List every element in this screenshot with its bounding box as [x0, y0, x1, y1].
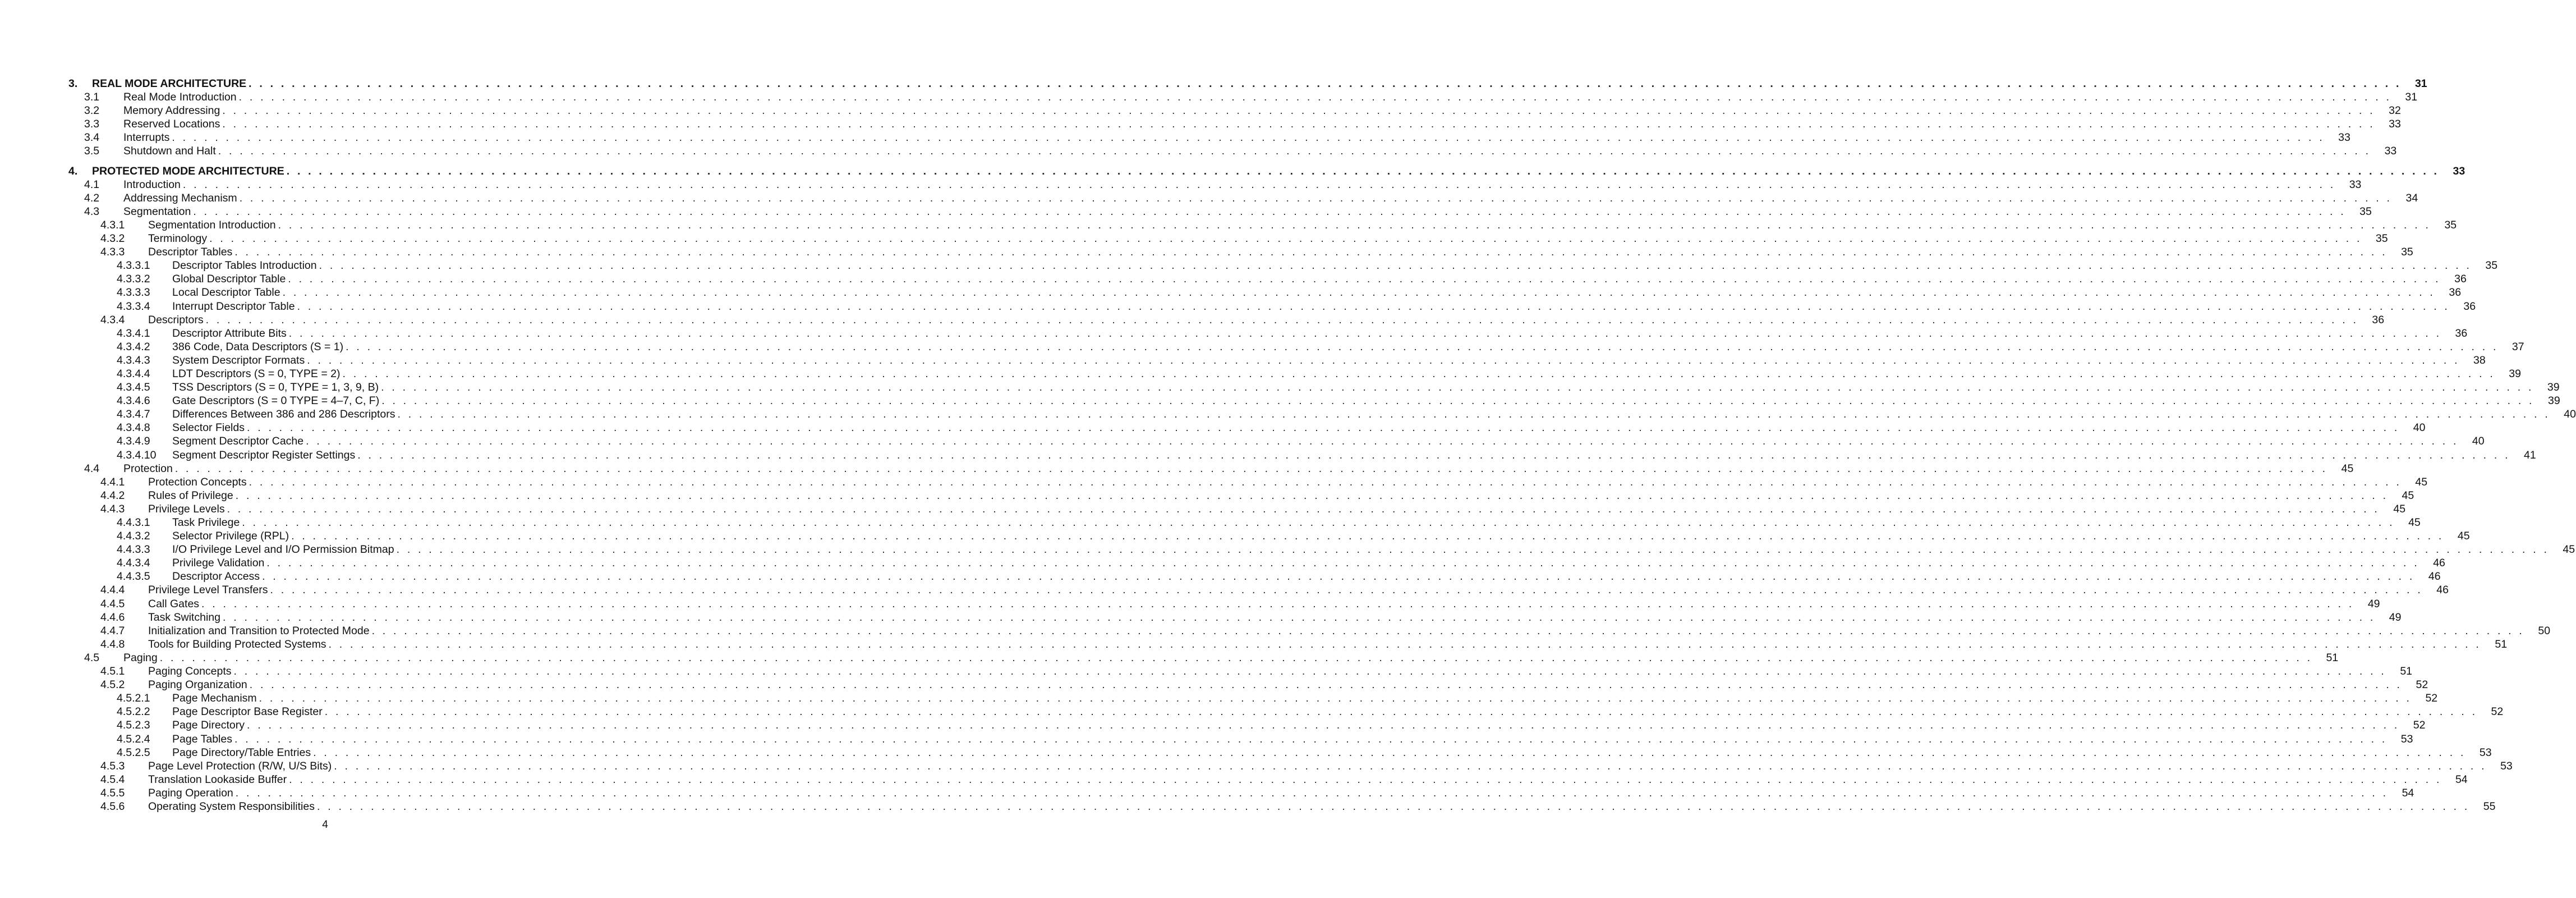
toc-entry-title: Call Gates [148, 597, 200, 610]
toc-entry-page: 41 [2524, 448, 2536, 461]
toc-entry-number: 4.4.7 [100, 624, 125, 637]
toc-entry-number: 4.3.3.3 [117, 286, 150, 299]
dot-leader: . . . . . . . . . . . . . . . . . . . . . . . . . . . . . . . . . . . . . . . . . . . . . . . . . . . . . . . . . . . . . . . . . . . . . . . . . . . . . . . . . . . . . . . . . . . . . . . . . . . . . . . . . . . . . . . . . . . . . . . . . . . . . . . . . . . . . . . . . . . . . . . . . . . . . . . . . . . . . . . . . . . . . . . . . . . . . . . . . . . . . . . . . . . . . . . . . . . . . . . . [270, 584, 2423, 597]
toc-entry-title: Selector Privilege (RPL) [172, 530, 289, 543]
toc-entry-page: 52 [2425, 692, 2438, 705]
toc-entry-number: 4.4.3.5 [117, 570, 150, 583]
toc-entry [67, 232, 2388, 245]
toc-chapter-group [67, 77, 2427, 158]
toc-entry [67, 286, 2462, 299]
toc-entry-number: 4.5.4 [100, 773, 125, 786]
dot-leader: . . . . . . . . . . . . . . . . . . . . . . . . . . . . . . . . . . . . . . . . . . . . . . . . . . . . . . . . . . . . . . . . . . . . . . . . . . . . . . . . . . . . . . . . . . . . . . . . . . . . . . . . . . . . . . . . . . . . . . . . . . . . . . . . . . . . . . . . . . . . . . . . . . . . . . . . . . . . . . . . . . . . . . . . . . . . . . . . . . . . . . . . . . . . . . . . . . . . . . . . [282, 286, 2436, 299]
toc-entry-page: 33 [2338, 131, 2350, 144]
toc-entry-page: 40 [2413, 421, 2426, 434]
toc-entry-page: 53 [2500, 759, 2513, 772]
page-number-footer: 4 [322, 819, 328, 831]
toc-entry-number: 4.3.4.8 [117, 421, 150, 434]
toc-entry [67, 773, 2468, 786]
toc-entry-page: 45 [2457, 530, 2470, 543]
toc-entry-number: 4.4.3.3 [117, 543, 150, 556]
toc-entry-page: 54 [2455, 773, 2468, 786]
dot-leader: . . . . . . . . . . . . . . . . . . . . . . . . . . . . . . . . . . . . . . . . . . . . . . . . . . . . . . . . . . . . . . . . . . . . . . . . . . . . . . . . . . . . . . . . . . . . . . . . . . . . . . . . . . . . . . . . . . . . . . . . . . . . . . . . . . . . . . . . . . . . . . . . . . . . . . . . . . . . . . . . . . . . . . . . . . . . . . . . . . . . . . . . . . . . . . . . . . . . . . . . [266, 557, 2419, 570]
toc-entry-page: 33 [2384, 145, 2397, 158]
toc-entry-page: 45 [2393, 502, 2406, 515]
toc-entry-title: Introduction [123, 178, 181, 191]
toc-entry [67, 489, 2414, 502]
toc-entry-page: 34 [2405, 191, 2418, 204]
toc-entry [67, 597, 2380, 611]
dot-leader: . . . . . . . . . . . . . . . . . . . . . . . . . . . . . . . . . . . . . . . . . . . . . . . . . . . . . . . . . . . . . . . . . . . . . . . . . . . . . . . . . . . . . . . . . . . . . . . . . . . . . . . . . . . . . . . . . . . . . . . . . . . . . . . . . . . . . . . . . . . . . . . . . . . . . . . . . . . . . . . . . . . . . . . . . . . . . . . . . . . . . . . . . . . . . . . . . . . . . . . . [234, 246, 2388, 259]
toc-entry-page: 35 [2359, 205, 2372, 218]
toc-entry-page: 51 [2326, 651, 2339, 664]
toc-entry-number: 4.3.3 [100, 246, 125, 259]
toc-entry-page: 33 [2349, 178, 2362, 191]
dot-leader: . . . . . . . . . . . . . . . . . . . . . . . . . . . . . . . . . . . . . . . . . . . . . . . . . . . . . . . . . . . . . . . . . . . . . . . . . . . . . . . . . . . . . . . . . . . . . . . . . . . . . . . . . . . . . . . . . . . . . . . . . . . . . . . . . . . . . . . . . . . . . . . . . . . . . . . . . . . . . . . . . . . . . . . . . . . . . . . . . . . . . . . . . . . . . . . . . . . . . . . . [381, 395, 2534, 407]
dot-leader: . . . . . . . . . . . . . . . . . . . . . . . . . . . . . . . . . . . . . . . . . . . . . . . . . . . . . . . . . . . . . . . . . . . . . . . . . . . . . . . . . . . . . . . . . . . . . . . . . . . . . . . . . . . . . . . . . . . . . . . . . . . . . . . . . . . . . . . . . . . . . . . . . . . . . . . . . . . . . . . . . . . . . . . . . . . . . . . . . . . . . . . . . . . . . . . . . . . . . . . . [246, 719, 2400, 732]
toc-entry-title: I/O Privilege Level and I/O Permission Bitmap [172, 543, 394, 556]
toc-entry-page: 39 [2509, 367, 2521, 380]
toc-entry-page: 50 [2538, 624, 2551, 637]
toc-entry-page: 36 [2463, 300, 2476, 313]
toc-entry-title: Descriptor Access [172, 570, 260, 583]
toc-entry-number: 4.3.4.4 [117, 367, 150, 380]
toc-entry-title: Privilege Level Transfers [148, 584, 268, 597]
toc-entry-title: Terminology [148, 232, 208, 245]
dot-leader: . . . . . . . . . . . . . . . . . . . . . . . . . . . . . . . . . . . . . . . . . . . . . . . . . . . . . . . . . . . . . . . . . . . . . . . . . . . . . . . . . . . . . . . . . . . . . . . . . . . . . . . . . . . . . . . . . . . . . . . . . . . . . . . . . . . . . . . . . . . . . . . . . . . . . . . . . . . . . . . . . . . . . . . . . . . . . . . . . . . . . . . . . . . . . . . . . . . . . . . . [396, 543, 2550, 556]
toc-entry [67, 516, 2421, 529]
toc-entry-page: 35 [2485, 259, 2498, 272]
toc-entry [67, 90, 2418, 104]
toc-entry [67, 245, 2413, 259]
toc-entry-number: 4.3.4.9 [117, 435, 150, 448]
toc-entry-number: 4.4.2 [100, 489, 125, 502]
toc-entry-number: 4.5.2.3 [117, 719, 150, 732]
toc-entry [67, 131, 2350, 144]
toc-entry [67, 746, 2492, 759]
toc-entry-number: 4.3.4.2 [117, 340, 150, 353]
toc-entry-title: Differences Between 386 and 286 Descriptors [172, 408, 395, 421]
toc-entry-title: Paging Concepts [148, 665, 232, 678]
toc-entry-page: 31 [2405, 91, 2418, 104]
dot-leader: . . . . . . . . . . . . . . . . . . . . . . . . . . . . . . . . . . . . . . . . . . . . . . . . . . . . . . . . . . . . . . . . . . . . . . . . . . . . . . . . . . . . . . . . . . . . . . . . . . . . . . . . . . . . . . . . . . . . . . . . . . . . . . . . . . . . . . . . . . . . . . . . . . . . . . . . . . . . . . . . . . . . . . . . . . . . . . . . . . . . . . . . . . . . . . . . . . . . . . . . [201, 597, 2354, 610]
dot-leader: . . . . . . . . . . . . . . . . . . . . . . . . . . . . . . . . . . . . . . . . . . . . . . . . . . . . . . . . . . . . . . . . . . . . . . . . . . . . . . . . . . . . . . . . . . . . . . . . . . . . . . . . . . . . . . . . . . . . . . . . . . . . . . . . . . . . . . . . . . . . . . . . . . . . . . . . . . . . . . . . . . . . . . . . . . . . . . . . . . . . . . . . . . . . . . . . . . . . . . . . [306, 435, 2459, 448]
toc-entry [67, 218, 2457, 232]
toc-entry [67, 104, 2401, 117]
toc-entry [67, 462, 2354, 475]
toc-entry [67, 421, 2426, 434]
toc-entry [67, 300, 2476, 313]
toc-entry [67, 327, 2468, 340]
toc-entry-title: TSS Descriptors (S = 0, TYPE = 1, 3, 9, B) [172, 381, 379, 394]
toc-entry-number: 3.5 [84, 145, 100, 158]
toc-entry-title: REAL MODE ARCHITECTURE [92, 77, 247, 90]
toc-entry [67, 394, 2560, 407]
toc-entry-title: Page Directory/Table Entries [172, 746, 311, 759]
toc-entry-number: 4.3.4.5 [117, 381, 150, 394]
toc-entry-title: Page Tables [172, 732, 232, 745]
toc-entry-title: Paging Operation [148, 786, 233, 799]
toc-entry-title: Page Directory [172, 719, 245, 732]
toc-entry-page: 53 [2479, 746, 2492, 759]
dot-leader: . . . . . . . . . . . . . . . . . . . . . . . . . . . . . . . . . . . . . . . . . . . . . . . . . . . . . . . . . . . . . . . . . . . . . . . . . . . . . . . . . . . . . . . . . . . . . . . . . . . . . . . . . . . . . . . . . . . . . . . . . . . . . . . . . . . . . . . . . . . . . . . . . . . . . . . . . . . . . . . . . . . . . . . . . . . . . . . . . . . . . . . . . . . . . . . . . . . . . . . . [172, 131, 2325, 144]
toc-entry-page: 49 [2389, 611, 2402, 624]
toc-entry-page: 40 [2472, 435, 2485, 448]
toc-entry-title: Paging Organization [148, 679, 247, 691]
dot-leader: . . . . . . . . . . . . . . . . . . . . . . . . . . . . . . . . . . . . . . . . . . . . . . . . . . . . . . . . . . . . . . . . . . . . . . . . . . . . . . . . . . . . . . . . . . . . . . . . . . . . . . . . . . . . . . . . . . . . . . . . . . . . . . . . . . . . . . . . . . . . . . . . . . . . . . . . . . . . . . . . . . . . . . . . . . . . . . . . . . . . . . . . . . . . . . . . . . . . . . . . [193, 205, 2346, 218]
toc-entry-page: 35 [2375, 232, 2388, 245]
dot-leader: . . . . . . . . . . . . . . . . . . . . . . . . . . . . . . . . . . . . . . . . . . . . . . . . . . . . . . . . . . . . . . . . . . . . . . . . . . . . . . . . . . . . . . . . . . . . . . . . . . . . . . . . . . . . . . . . . . . . . . . . . . . . . . . . . . . . . . . . . . . . . . . . . . . . . . . . . . . . . . . . . . . . . . . . . . . . . . . . . . . . . . . . . . . . . . . . . . . . . . . . [397, 408, 2550, 421]
toc-entry-page: 35 [2401, 246, 2413, 259]
toc-entry-page: 49 [2367, 597, 2380, 610]
dot-leader: . . . . . . . . . . . . . . . . . . . . . . . . . . . . . . . . . . . . . . . . . . . . . . . . . . . . . . . . . . . . . . . . . . . . . . . . . . . . . . . . . . . . . . . . . . . . . . . . . . . . . . . . . . . . . . . . . . . . . . . . . . . . . . . . . . . . . . . . . . . . . . . . . . . . . . . . . . . . . . . . . . . . . . . . . . . . . . . . . . . . . . . . . . . . . . . . . . . . . . . . [218, 145, 2371, 158]
toc-entry-number: 4.2 [84, 191, 100, 204]
toc-entry-page: 45 [2402, 489, 2414, 502]
toc-entry [67, 570, 2441, 583]
dot-leader: . . . . . . . . . . . . . . . . . . . . . . . . . . . . . . . . . . . . . . . . . . . . . . . . . . . . . . . . . . . . . . . . . . . . . . . . . . . . . . . . . . . . . . . . . . . . . . . . . . . . . . . . . . . . . . . . . . . . . . . . . . . . . . . . . . . . . . . . . . . . . . . . . . . . . . . . . . . . . . . . . . . . . . . . . . . . . . . . . . . . . . . . . . . . . . . . . . . . . . . . [249, 679, 2403, 691]
dot-leader: . . . . . . . . . . . . . . . . . . . . . . . . . . . . . . . . . . . . . . . . . . . . . . . . . . . . . . . . . . . . . . . . . . . . . . . . . . . . . . . . . . . . . . . . . . . . . . . . . . . . . . . . . . . . . . . . . . . . . . . . . . . . . . . . . . . . . . . . . . . . . . . . . . . . . . . . . . . . . . . . . . . . . . . . . . . . . . . . . . . . . . . . . . . . . . . . . . . . . . . . [249, 475, 2402, 488]
dot-leader: . . . . . . . . . . . . . . . . . . . . . . . . . . . . . . . . . . . . . . . . . . . . . . . . . . . . . . . . . . . . . . . . . . . . . . . . . . . . . . . . . . . . . . . . . . . . . . . . . . . . . . . . . . . . . . . . . . . . . . . . . . . . . . . . . . . . . . . . . . . . . . . . . . . . . . . . . . . . . . . . . . . . . . . . . . . . . . . . . . . . . . . . . . . . . . . . . . . . . . . . [222, 118, 2375, 131]
toc-entry [67, 448, 2536, 462]
dot-leader: . . . . . . . . . . . . . . . . . . . . . . . . . . . . . . . . . . . . . . . . . . . . . . . . . . . . . . . . . . . . . . . . . . . . . . . . . . . . . . . . . . . . . . . . . . . . . . . . . . . . . . . . . . . . . . . . . . . . . . . . . . . . . . . . . . . . . . . . . . . . . . . . . . . . . . . . . . . . . . . . . . . . . . . . . . . . . . . . . . . . . . . . . . . . . . . . . . . . . . . . [249, 77, 2402, 90]
dot-leader: . . . . . . . . . . . . . . . . . . . . . . . . . . . . . . . . . . . . . . . . . . . . . . . . . . . . . . . . . . . . . . . . . . . . . . . . . . . . . . . . . . . . . . . . . . . . . . . . . . . . . . . . . . . . . . . . . . . . . . . . . . . . . . . . . . . . . . . . . . . . . . . . . . . . . . . . . . . . . . . . . . . . . . . . . . . . . . . . . . . . . . . . . . . . . . . . . . . . . . . . [371, 624, 2525, 637]
toc-entry-page: 31 [2414, 77, 2427, 90]
toc-entry-title: Protection [123, 462, 173, 475]
toc-entry-page: 36 [2455, 327, 2468, 340]
toc-entry [67, 611, 2402, 624]
toc-chapter-group [67, 164, 2576, 814]
toc-entry-title: Memory Addressing [123, 104, 220, 117]
toc-entry-page: 45 [2341, 462, 2354, 475]
toc-entry [67, 340, 2524, 354]
dot-leader: . . . . . . . . . . . . . . . . . . . . . . . . . . . . . . . . . . . . . . . . . . . . . . . . . . . . . . . . . . . . . . . . . . . . . . . . . . . . . . . . . . . . . . . . . . . . . . . . . . . . . . . . . . . . . . . . . . . . . . . . . . . . . . . . . . . . . . . . . . . . . . . . . . . . . . . . . . . . . . . . . . . . . . . . . . . . . . . . . . . . . . . . . . . . . . . . . . . . . . . . [174, 462, 2328, 475]
toc-entry-title: Descriptor Attribute Bits [172, 327, 287, 340]
toc-entry-page: 36 [2372, 313, 2385, 326]
toc-entry-number: 4.5.1 [100, 665, 125, 678]
toc-entry-page: 46 [2433, 557, 2445, 570]
dot-leader: . . . . . . . . . . . . . . . . . . . . . . . . . . . . . . . . . . . . . . . . . . . . . . . . . . . . . . . . . . . . . . . . . . . . . . . . . . . . . . . . . . . . . . . . . . . . . . . . . . . . . . . . . . . . . . . . . . . . . . . . . . . . . . . . . . . . . . . . . . . . . . . . . . . . . . . . . . . . . . . . . . . . . . . . . . . . . . . . . . . . . . . . . . . . . . . . . . . . . . . . [286, 164, 2440, 177]
dot-leader: . . . . . . . . . . . . . . . . . . . . . . . . . . . . . . . . . . . . . . . . . . . . . . . . . . . . . . . . . . . . . . . . . . . . . . . . . . . . . . . . . . . . . . . . . . . . . . . . . . . . . . . . . . . . . . . . . . . . . . . . . . . . . . . . . . . . . . . . . . . . . . . . . . . . . . . . . . . . . . . . . . . . . . . . . . . . . . . . . . . . . . . . . . . . . . . . . . . . . . . . [246, 421, 2400, 434]
toc-entry [67, 718, 2426, 732]
toc-entry-page: 37 [2511, 340, 2524, 353]
dot-leader: . . . . . . . . . . . . . . . . . . . . . . . . . . . . . . . . . . . . . . . . . . . . . . . . . . . . . . . . . . . . . . . . . . . . . . . . . . . . . . . . . . . . . . . . . . . . . . . . . . . . . . . . . . . . . . . . . . . . . . . . . . . . . . . . . . . . . . . . . . . . . . . . . . . . . . . . . . . . . . . . . . . . . . . . . . . . . . . . . . . . . . . . . . . . . . . . . . . . . . . . [209, 232, 2362, 245]
toc-entry-page: 32 [2389, 104, 2401, 117]
dot-leader: . . . . . . . . . . . . . . . . . . . . . . . . . . . . . . . . . . . . . . . . . . . . . . . . . . . . . . . . . . . . . . . . . . . . . . . . . . . . . . . . . . . . . . . . . . . . . . . . . . . . . . . . . . . . . . . . . . . . . . . . . . . . . . . . . . . . . . . . . . . . . . . . . . . . . . . . . . . . . . . . . . . . . . . . . . . . . . . . . . . . . . . . . . . . . . . . . . . . . . . . [278, 218, 2431, 231]
toc-entry [67, 800, 2496, 813]
toc-entry-number: 4.4.3 [100, 502, 125, 515]
toc-entry-page: 39 [2547, 395, 2560, 407]
toc-entry-number: 4.3.3.4 [117, 300, 150, 313]
toc-entry-number: 4.3.1 [100, 218, 125, 231]
dot-leader: . . . . . . . . . . . . . . . . . . . . . . . . . . . . . . . . . . . . . . . . . . . . . . . . . . . . . . . . . . . . . . . . . . . . . . . . . . . . . . . . . . . . . . . . . . . . . . . . . . . . . . . . . . . . . . . . . . . . . . . . . . . . . . . . . . . . . . . . . . . . . . . . . . . . . . . . . . . . . . . . . . . . . . . . . . . . . . . . . . . . . . . . . . . . . . . . . . . . . . . . [234, 732, 2388, 745]
toc-entry-page: 35 [2444, 218, 2457, 231]
toc-entry-page: 52 [2413, 719, 2426, 732]
toc-entry-number: 4.3.2 [100, 232, 125, 245]
toc-entry-title: Translation Lookaside Buffer [148, 773, 287, 786]
toc-entry [67, 313, 2385, 327]
dot-leader: . . . . . . . . . . . . . . . . . . . . . . . . . . . . . . . . . . . . . . . . . . . . . . . . . . . . . . . . . . . . . . . . . . . . . . . . . . . . . . . . . . . . . . . . . . . . . . . . . . . . . . . . . . . . . . . . . . . . . . . . . . . . . . . . . . . . . . . . . . . . . . . . . . . . . . . . . . . . . . . . . . . . . . . . . . . . . . . . . . . . . . . . . . . . . . . . . . . . . . . . [235, 489, 2389, 502]
toc-entry-title: Page Level Protection (R/W, U/S Bits) [148, 759, 332, 772]
dot-leader: . . . . . . . . . . . . . . . . . . . . . . . . . . . . . . . . . . . . . . . . . . . . . . . . . . . . . . . . . . . . . . . . . . . . . . . . . . . . . . . . . . . . . . . . . . . . . . . . . . . . . . . . . . . . . . . . . . . . . . . . . . . . . . . . . . . . . . . . . . . . . . . . . . . . . . . . . . . . . . . . . . . . . . . . . . . . . . . . . . . . . . . . . . . . . . . . . . . . . . . . [222, 611, 2376, 624]
dot-leader: . . . . . . . . . . . . . . . . . . . . . . . . . . . . . . . . . . . . . . . . . . . . . . . . . . . . . . . . . . . . . . . . . . . . . . . . . . . . . . . . . . . . . . . . . . . . . . . . . . . . . . . . . . . . . . . . . . . . . . . . . . . . . . . . . . . . . . . . . . . . . . . . . . . . . . . . . . . . . . . . . . . . . . . . . . . . . . . . . . . . . . . . . . . . . . . . . . . . . . . . [342, 367, 2495, 380]
toc-chapter-entry [67, 164, 2465, 178]
toc-entry [67, 759, 2513, 773]
toc-entry-page: 40 [2564, 408, 2576, 421]
dot-leader: . . . . . . . . . . . . . . . . . . . . . . . . . . . . . . . . . . . . . . . . . . . . . . . . . . . . . . . . . . . . . . . . . . . . . . . . . . . . . . . . . . . . . . . . . . . . . . . . . . . . . . . . . . . . . . . . . . . . . . . . . . . . . . . . . . . . . . . . . . . . . . . . . . . . . . . . . . . . . . . . . . . . . . . . . . . . . . . . . . . . . . . . . . . . . . . . . . . . . . . . [346, 340, 2499, 353]
toc-entry-title: Task Switching [148, 611, 220, 624]
toc-entry-title: Task Privilege [172, 516, 240, 529]
toc-entry [67, 475, 2428, 489]
toc-entry-page: 36 [2454, 273, 2467, 286]
dot-leader: . . . . . . . . . . . . . . . . . . . . . . . . . . . . . . . . . . . . . . . . . . . . . . . . . . . . . . . . . . . . . . . . . . . . . . . . . . . . . . . . . . . . . . . . . . . . . . . . . . . . . . . . . . . . . . . . . . . . . . . . . . . . . . . . . . . . . . . . . . . . . . . . . . . . . . . . . . . . . . . . . . . . . . . . . . . . . . . . . . . . . . . . . . . . . . . . . . . . . . . . [313, 746, 2466, 759]
toc-entry-number: 4.5.6 [100, 800, 125, 813]
toc-entry-number: 4.1 [84, 178, 100, 191]
dot-leader: . . . . . . . . . . . . . . . . . . . . . . . . . . . . . . . . . . . . . . . . . . . . . . . . . . . . . . . . . . . . . . . . . . . . . . . . . . . . . . . . . . . . . . . . . . . . . . . . . . . . . . . . . . . . . . . . . . . . . . . . . . . . . . . . . . . . . . . . . . . . . . . . . . . . . . . . . . . . . . . . . . . . . . . . . . . . . . . . . . . . . . . . . . . . . . . . . . . . . . . . [319, 259, 2472, 272]
toc-entry [67, 191, 2418, 205]
dot-leader: . . . . . . . . . . . . . . . . . . . . . . . . . . . . . . . . . . . . . . . . . . . . . . . . . . . . . . . . . . . . . . . . . . . . . . . . . . . . . . . . . . . . . . . . . . . . . . . . . . . . . . . . . . . . . . . . . . . . . . . . . . . . . . . . . . . . . . . . . . . . . . . . . . . . . . . . . . . . . . . . . . . . . . . . . . . . . . . . . . . . . . . . . . . . . . . . . . . . . . . . [262, 570, 2415, 583]
dot-leader: . . . . . . . . . . . . . . . . . . . . . . . . . . . . . . . . . . . . . . . . . . . . . . . . . . . . . . . . . . . . . . . . . . . . . . . . . . . . . . . . . . . . . . . . . . . . . . . . . . . . . . . . . . . . . . . . . . . . . . . . . . . . . . . . . . . . . . . . . . . . . . . . . . . . . . . . . . . . . . . . . . . . . . . . . . . . . . . . . . . . . . . . . . . . . . . . . . . . . . . . [227, 502, 2380, 515]
toc-entry [67, 651, 2339, 665]
toc-entry-page: 46 [2436, 584, 2449, 597]
toc-entry [67, 543, 2575, 556]
toc-entry-title: Descriptor Tables [148, 246, 233, 259]
toc-entry-number: 4.4.3.1 [117, 516, 150, 529]
dot-leader: . . . . . . . . . . . . . . . . . . . . . . . . . . . . . . . . . . . . . . . . . . . . . . . . . . . . . . . . . . . . . . . . . . . . . . . . . . . . . . . . . . . . . . . . . . . . . . . . . . . . . . . . . . . . . . . . . . . . . . . . . . . . . . . . . . . . . . . . . . . . . . . . . . . . . . . . . . . . . . . . . . . . . . . . . . . . . . . . . . . . . . . . . . . . . . . . . . . . . . . . [288, 327, 2442, 340]
toc-entry-title: Segment Descriptor Register Settings [172, 448, 356, 461]
toc-entry-title: Privilege Levels [148, 502, 225, 515]
toc-entry-number: 4.3.4 [100, 313, 125, 326]
dot-leader: . . . . . . . . . . . . . . . . . . . . . . . . . . . . . . . . . . . . . . . . . . . . . . . . . . . . . . . . . . . . . . . . . . . . . . . . . . . . . . . . . . . . . . . . . . . . . . . . . . . . . . . . . . . . . . . . . . . . . . . . . . . . . . . . . . . . . . . . . . . . . . . . . . . . . . . . . . . . . . . . . . . . . . . . . . . . . . . . . . . . . . . . . . . . . . . . . . . . . . . . [238, 91, 2392, 104]
toc-entry [67, 502, 2406, 516]
toc-entry [67, 381, 2560, 394]
toc-entry-page: 33 [2389, 118, 2401, 131]
toc-entry-number: 4.3.4.7 [117, 408, 150, 421]
toc-entry-number: 3.2 [84, 104, 100, 117]
toc-entry [67, 117, 2401, 131]
toc-entry-title: Tools for Building Protected Systems [148, 638, 326, 650]
toc-entry-number: 4.5.2.2 [117, 705, 150, 718]
dot-leader: . . . . . . . . . . . . . . . . . . . . . . . . . . . . . . . . . . . . . . . . . . . . . . . . . . . . . . . . . . . . . . . . . . . . . . . . . . . . . . . . . . . . . . . . . . . . . . . . . . . . . . . . . . . . . . . . . . . . . . . . . . . . . . . . . . . . . . . . . . . . . . . . . . . . . . . . . . . . . . . . . . . . . . . . . . . . . . . . . . . . . . . . . . . . . . . . . . . . . . . . [291, 530, 2444, 543]
dot-leader: . . . . . . . . . . . . . . . . . . . . . . . . . . . . . . . . . . . . . . . . . . . . . . . . . . . . . . . . . . . . . . . . . . . . . . . . . . . . . . . . . . . . . . . . . . . . . . . . . . . . . . . . . . . . . . . . . . . . . . . . . . . . . . . . . . . . . . . . . . . . . . . . . . . . . . . . . . . . . . . . . . . . . . . . . . . . . . . . . . . . . . . . . . . . . . . . . . . . . . . . [381, 381, 2534, 394]
dot-leader: . . . . . . . . . . . . . . . . . . . . . . . . . . . . . . . . . . . . . . . . . . . . . . . . . . . . . . . . . . . . . . . . . . . . . . . . . . . . . . . . . . . . . . . . . . . . . . . . . . . . . . . . . . . . . . . . . . . . . . . . . . . . . . . . . . . . . . . . . . . . . . . . . . . . . . . . . . . . . . . . . . . . . . . . . . . . . . . . . . . . . . . . . . . . . . . . . . . . . . . . [222, 104, 2375, 117]
toc-entry-number: 4.3.4.6 [117, 395, 150, 407]
toc-entry-title: Segmentation [123, 205, 191, 218]
toc-entry-title: Privilege Validation [172, 557, 265, 570]
toc-entry-page: 45 [2408, 516, 2421, 529]
toc-entry-title: Rules of Privilege [148, 489, 233, 502]
toc-entry-number: 4.5.2.5 [117, 746, 150, 759]
toc-entry [67, 786, 2414, 800]
toc-entry-number: 4.5.2.1 [117, 692, 150, 705]
toc-entry-page: 54 [2402, 786, 2414, 799]
toc-entry [67, 705, 2504, 718]
toc-entry-title: Page Descriptor Base Register [172, 705, 323, 718]
toc-entry-page: 38 [2473, 354, 2486, 366]
toc-entry-number: 4.4.3.2 [117, 530, 150, 543]
toc-entry [67, 144, 2397, 158]
toc-entry-page: 46 [2428, 570, 2441, 583]
toc-entry-page: 51 [2495, 638, 2508, 650]
toc-entry-title: Interrupts [123, 131, 170, 144]
toc-entry-title: Operating System Responsibilities [148, 800, 315, 813]
dot-leader: . . . . . . . . . . . . . . . . . . . . . . . . . . . . . . . . . . . . . . . . . . . . . . . . . . . . . . . . . . . . . . . . . . . . . . . . . . . . . . . . . . . . . . . . . . . . . . . . . . . . . . . . . . . . . . . . . . . . . . . . . . . . . . . . . . . . . . . . . . . . . . . . . . . . . . . . . . . . . . . . . . . . . . . . . . . . . . . . . . . . . . . . . . . . . . . . . . . . . . . . [324, 705, 2478, 718]
toc-entry [67, 205, 2372, 218]
toc-entry-title: Selector Fields [172, 421, 245, 434]
toc-entry-page: 36 [2449, 286, 2462, 299]
dot-leader: . . . . . . . . . . . . . . . . . . . . . . . . . . . . . . . . . . . . . . . . . . . . . . . . . . . . . . . . . . . . . . . . . . . . . . . . . . . . . . . . . . . . . . . . . . . . . . . . . . . . . . . . . . . . . . . . . . . . . . . . . . . . . . . . . . . . . . . . . . . . . . . . . . . . . . . . . . . . . . . . . . . . . . . . . . . . . . . . . . . . . . . . . . . . . . . . . . . . . . . . [316, 800, 2470, 813]
toc-entry [67, 407, 2576, 421]
toc-entry-number: 3. [68, 77, 78, 90]
toc-entry-number: 4. [68, 164, 78, 177]
toc-entry-page: 53 [2400, 732, 2413, 745]
toc-entry-page: 51 [2400, 665, 2413, 678]
dot-leader: . . . . . . . . . . . . . . . . . . . . . . . . . . . . . . . . . . . . . . . . . . . . . . . . . . . . . . . . . . . . . . . . . . . . . . . . . . . . . . . . . . . . . . . . . . . . . . . . . . . . . . . . . . . . . . . . . . . . . . . . . . . . . . . . . . . . . . . . . . . . . . . . . . . . . . . . . . . . . . . . . . . . . . . . . . . . . . . . . . . . . . . . . . . . . . . . . . . . . . . . [307, 354, 2460, 366]
dot-leader: . . . . . . . . . . . . . . . . . . . . . . . . . . . . . . . . . . . . . . . . . . . . . . . . . . . . . . . . . . . . . . . . . . . . . . . . . . . . . . . . . . . . . . . . . . . . . . . . . . . . . . . . . . . . . . . . . . . . . . . . . . . . . . . . . . . . . . . . . . . . . . . . . . . . . . . . . . . . . . . . . . . . . . . . . . . . . . . . . . . . . . . . . . . . . . . . . . . . . . . . [259, 692, 2412, 705]
toc-entry [67, 665, 2413, 678]
toc-entry-number: 4.5.2 [100, 679, 125, 691]
toc-entry [67, 691, 2438, 705]
toc-entry-title: Reserved Locations [123, 118, 220, 131]
toc-entry [67, 624, 2551, 638]
toc-entry-number: 4.3.4.1 [117, 327, 150, 340]
dot-leader: . . . . . . . . . . . . . . . . . . . . . . . . . . . . . . . . . . . . . . . . . . . . . . . . . . . . . . . . . . . . . . . . . . . . . . . . . . . . . . . . . . . . . . . . . . . . . . . . . . . . . . . . . . . . . . . . . . . . . . . . . . . . . . . . . . . . . . . . . . . . . . . . . . . . . . . . . . . . . . . . . . . . . . . . . . . . . . . . . . . . . . . . . . . . . . . . . . . . . . . . [242, 516, 2395, 529]
dot-leader: . . . . . . . . . . . . . . . . . . . . . . . . . . . . . . . . . . . . . . . . . . . . . . . . . . . . . . . . . . . . . . . . . . . . . . . . . . . . . . . . . . . . . . . . . . . . . . . . . . . . . . . . . . . . . . . . . . . . . . . . . . . . . . . . . . . . . . . . . . . . . . . . . . . . . . . . . . . . . . . . . . . . . . . . . . . . . . . . . . . . . . . . . . . . . . . . . . . . . . . . [159, 651, 2313, 664]
toc-entry-number: 4.3.3.2 [117, 273, 150, 286]
toc-entry-number: 3.4 [84, 131, 100, 144]
toc-entry-number: 4.3 [84, 205, 100, 218]
toc-entry-number: 4.3.4.10 [117, 448, 157, 461]
toc-entry [67, 638, 2508, 651]
toc-entry-title: Global Descriptor Table [172, 273, 286, 286]
toc-entry-number: 4.4.8 [100, 638, 125, 650]
toc-entry-title: Segment Descriptor Cache [172, 435, 304, 448]
toc-entry-number: 4.4.5 [100, 597, 125, 610]
toc-entry-number: 4.5.5 [100, 786, 125, 799]
toc-entry-page: 39 [2547, 381, 2560, 394]
toc-entry [67, 678, 2428, 691]
toc-entry-page: 52 [2491, 705, 2504, 718]
toc-entry [67, 354, 2486, 367]
toc-entry-title: Local Descriptor Table [172, 286, 280, 299]
toc-entry-number: 3.3 [84, 118, 100, 131]
toc-entry [67, 367, 2521, 381]
toc-entry-title: Interrupt Descriptor Table [172, 300, 295, 313]
toc-entry-title: Initialization and Transition to Protected Mode [148, 624, 370, 637]
toc-entry [67, 178, 2362, 191]
toc-entry [67, 529, 2470, 543]
toc-entry-page: 45 [2563, 543, 2575, 556]
dot-leader: . . . . . . . . . . . . . . . . . . . . . . . . . . . . . . . . . . . . . . . . . . . . . . . . . . . . . . . . . . . . . . . . . . . . . . . . . . . . . . . . . . . . . . . . . . . . . . . . . . . . . . . . . . . . . . . . . . . . . . . . . . . . . . . . . . . . . . . . . . . . . . . . . . . . . . . . . . . . . . . . . . . . . . . . . . . . . . . . . . . . . . . . . . . . . . . . . . . . . . . . [239, 191, 2393, 204]
toc-entry [67, 556, 2445, 570]
toc-entry-title: Page Mechanism [172, 692, 257, 705]
toc-entry-number: 4.5 [84, 651, 100, 664]
table-of-contents [67, 77, 2576, 819]
toc-entry-title: 386 Code, Data Descriptors (S = 1) [172, 340, 344, 353]
toc-entry-title: LDT Descriptors (S = 0, TYPE = 2) [172, 367, 341, 380]
toc-entry-number: 4.5.2.4 [117, 732, 150, 745]
toc-entry-title: System Descriptor Formats [172, 354, 305, 366]
toc-entry-number: 4.4 [84, 462, 100, 475]
toc-entry-page: 55 [2483, 800, 2496, 813]
toc-entry-number: 4.4.3.4 [117, 557, 150, 570]
toc-entry-title: Shutdown and Halt [123, 145, 216, 158]
dot-leader: . . . . . . . . . . . . . . . . . . . . . . . . . . . . . . . . . . . . . . . . . . . . . . . . . . . . . . . . . . . . . . . . . . . . . . . . . . . . . . . . . . . . . . . . . . . . . . . . . . . . . . . . . . . . . . . . . . . . . . . . . . . . . . . . . . . . . . . . . . . . . . . . . . . . . . . . . . . . . . . . . . . . . . . . . . . . . . . . . . . . . . . . . . . . . . . . . . . . . . . . [233, 665, 2387, 678]
toc-entry [67, 583, 2449, 597]
toc-entry-page: 33 [2453, 164, 2465, 177]
toc-entry-title: Segmentation Introduction [148, 218, 276, 231]
dot-leader: . . . . . . . . . . . . . . . . . . . . . . . . . . . . . . . . . . . . . . . . . . . . . . . . . . . . . . . . . . . . . . . . . . . . . . . . . . . . . . . . . . . . . . . . . . . . . . . . . . . . . . . . . . . . . . . . . . . . . . . . . . . . . . . . . . . . . . . . . . . . . . . . . . . . . . . . . . . . . . . . . . . . . . . . . . . . . . . . . . . . . . . . . . . . . . . . . . . . . . . . [235, 786, 2389, 799]
toc-entry-number: 4.4.6 [100, 611, 125, 624]
toc-entry-number: 4.5.3 [100, 759, 125, 772]
dot-leader: . . . . . . . . . . . . . . . . . . . . . . . . . . . . . . . . . . . . . . . . . . . . . . . . . . . . . . . . . . . . . . . . . . . . . . . . . . . . . . . . . . . . . . . . . . . . . . . . . . . . . . . . . . . . . . . . . . . . . . . . . . . . . . . . . . . . . . . . . . . . . . . . . . . . . . . . . . . . . . . . . . . . . . . . . . . . . . . . . . . . . . . . . . . . . . . . . . . . . . . . [205, 313, 2359, 326]
toc-entry-page: 52 [2416, 679, 2428, 691]
toc-entry-title: PROTECTED MODE ARCHITECTURE [92, 164, 284, 177]
toc-entry-title: Descriptors [148, 313, 204, 326]
dot-leader: . . . . . . . . . . . . . . . . . . . . . . . . . . . . . . . . . . . . . . . . . . . . . . . . . . . . . . . . . . . . . . . . . . . . . . . . . . . . . . . . . . . . . . . . . . . . . . . . . . . . . . . . . . . . . . . . . . . . . . . . . . . . . . . . . . . . . . . . . . . . . . . . . . . . . . . . . . . . . . . . . . . . . . . . . . . . . . . . . . . . . . . . . . . . . . . . . . . . . . . . [288, 273, 2441, 286]
dot-leader: . . . . . . . . . . . . . . . . . . . . . . . . . . . . . . . . . . . . . . . . . . . . . . . . . . . . . . . . . . . . . . . . . . . . . . . . . . . . . . . . . . . . . . . . . . . . . . . . . . . . . . . . . . . . . . . . . . . . . . . . . . . . . . . . . . . . . . . . . . . . . . . . . . . . . . . . . . . . . . . . . . . . . . . . . . . . . . . . . . . . . . . . . . . . . . . . . . . . . . . . [328, 638, 2482, 650]
toc-chapter-entry [67, 77, 2427, 90]
toc-entry-title: Gate Descriptors (S = 0 TYPE = 4–7, C, F) [172, 395, 380, 407]
toc-entry [67, 434, 2485, 448]
toc-entry-title: Addressing Mechanism [123, 191, 237, 204]
dot-leader: . . . . . . . . . . . . . . . . . . . . . . . . . . . . . . . . . . . . . . . . . . . . . . . . . . . . . . . . . . . . . . . . . . . . . . . . . . . . . . . . . . . . . . . . . . . . . . . . . . . . . . . . . . . . . . . . . . . . . . . . . . . . . . . . . . . . . . . . . . . . . . . . . . . . . . . . . . . . . . . . . . . . . . . . . . . . . . . . . . . . . . . . . . . . . . . . . . . . . . . . [297, 300, 2450, 313]
dot-leader: . . . . . . . . . . . . . . . . . . . . . . . . . . . . . . . . . . . . . . . . . . . . . . . . . . . . . . . . . . . . . . . . . . . . . . . . . . . . . . . . . . . . . . . . . . . . . . . . . . . . . . . . . . . . . . . . . . . . . . . . . . . . . . . . . . . . . . . . . . . . . . . . . . . . . . . . . . . . . . . . . . . . . . . . . . . . . . . . . . . . . . . . . . . . . . . . . . . . . . . . [334, 759, 2487, 772]
toc-entry [67, 272, 2467, 286]
toc-entry-title: Paging [123, 651, 158, 664]
toc-entry-number: 4.3.4.3 [117, 354, 150, 366]
toc-entry-number: 3.1 [84, 91, 100, 104]
dot-leader: . . . . . . . . . . . . . . . . . . . . . . . . . . . . . . . . . . . . . . . . . . . . . . . . . . . . . . . . . . . . . . . . . . . . . . . . . . . . . . . . . . . . . . . . . . . . . . . . . . . . . . . . . . . . . . . . . . . . . . . . . . . . . . . . . . . . . . . . . . . . . . . . . . . . . . . . . . . . . . . . . . . . . . . . . . . . . . . . . . . . . . . . . . . . . . . . . . . . . . . . [357, 448, 2510, 461]
toc-entry-number: 4.3.3.1 [117, 259, 150, 272]
toc-entry-title: Descriptor Tables Introduction [172, 259, 317, 272]
toc-entry [67, 732, 2413, 746]
toc-entry-number: 4.4.1 [100, 475, 125, 488]
toc-entry-number: 4.4.4 [100, 584, 125, 597]
toc-entry-page: 45 [2415, 475, 2428, 488]
dot-leader: . . . . . . . . . . . . . . . . . . . . . . . . . . . . . . . . . . . . . . . . . . . . . . . . . . . . . . . . . . . . . . . . . . . . . . . . . . . . . . . . . . . . . . . . . . . . . . . . . . . . . . . . . . . . . . . . . . . . . . . . . . . . . . . . . . . . . . . . . . . . . . . . . . . . . . . . . . . . . . . . . . . . . . . . . . . . . . . . . . . . . . . . . . . . . . . . . . . . . . . . [289, 773, 2442, 786]
toc-entry [67, 259, 2498, 272]
toc-entry-title: Protection Concepts [148, 475, 247, 488]
dot-leader: . . . . . . . . . . . . . . . . . . . . . . . . . . . . . . . . . . . . . . . . . . . . . . . . . . . . . . . . . . . . . . . . . . . . . . . . . . . . . . . . . . . . . . . . . . . . . . . . . . . . . . . . . . . . . . . . . . . . . . . . . . . . . . . . . . . . . . . . . . . . . . . . . . . . . . . . . . . . . . . . . . . . . . . . . . . . . . . . . . . . . . . . . . . . . . . . . . . . . . . . [182, 178, 2336, 191]
toc-entry-title: Real Mode Introduction [123, 91, 237, 104]
